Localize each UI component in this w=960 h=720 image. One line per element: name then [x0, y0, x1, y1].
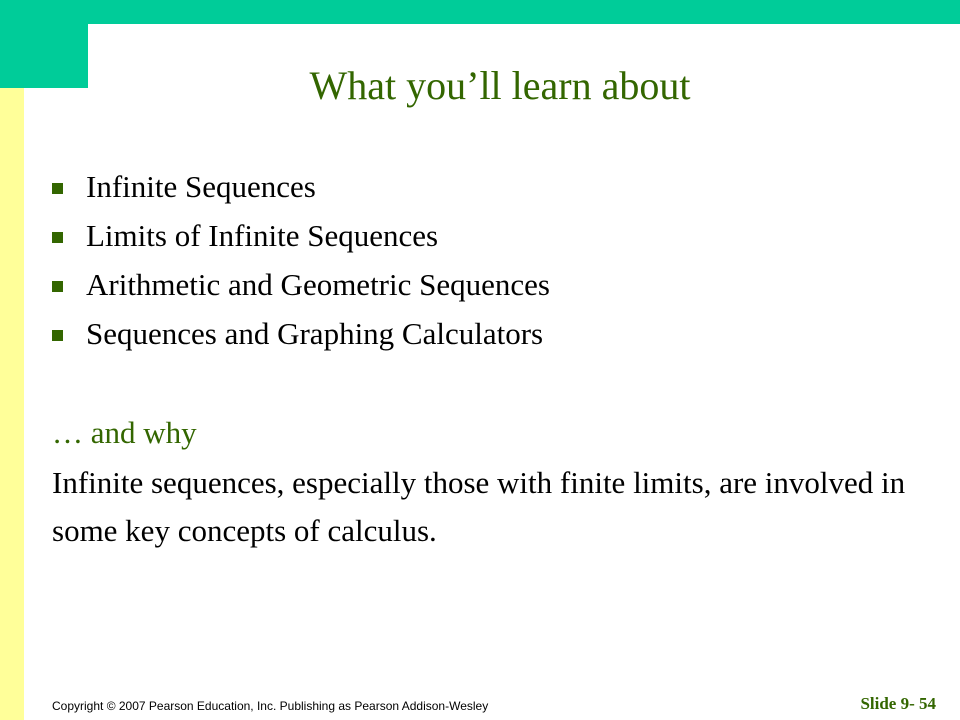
why-heading: … and why	[52, 415, 197, 450]
bullet-list	[52, 162, 550, 358]
square-bullet-icon	[52, 330, 63, 341]
top-accent-bar	[0, 0, 960, 24]
bullet-item	[52, 309, 550, 358]
left-accent-bar	[0, 88, 24, 720]
bullet-item	[52, 211, 550, 260]
slide-number: Slide 9- 54	[860, 694, 936, 713]
bullet-item	[52, 260, 550, 309]
bullet-text: Sequences and Graphing Calculators	[86, 315, 544, 351]
square-bullet-icon	[52, 281, 63, 292]
copyright-notice: Copyright © 2007 Pearson Education, Inc. Publishing as Pearson Addison-Wesley	[52, 699, 489, 713]
bullet-item	[52, 162, 550, 211]
why-paragraph: Infinite sequences, especially those with finite limits, are involved in some key concepts of calculus.	[52, 465, 906, 548]
bullet-text: Limits of Infinite Sequences	[86, 217, 439, 253]
bullet-text: Infinite Sequences	[86, 168, 316, 204]
square-bullet-icon	[52, 232, 63, 243]
bullet-text: Arithmetic and Geometric Sequences	[86, 266, 550, 302]
square-bullet-icon	[52, 183, 63, 194]
slide-title: What you’ll learn about	[309, 63, 691, 108]
